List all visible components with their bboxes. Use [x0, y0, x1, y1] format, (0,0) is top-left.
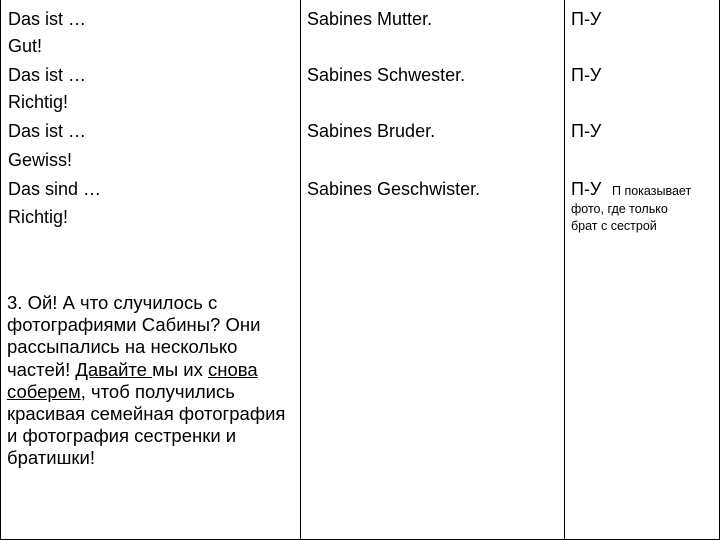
col2-line-2: Sabines Schwester. — [307, 65, 466, 85]
col3-line-1: П-У — [571, 9, 602, 29]
task-paragraph — [7, 292, 297, 470]
task-underlined-1: Давайте — [75, 358, 153, 380]
col3-line-4: П-У — [571, 179, 602, 199]
task-text-1: 3. Ой! А что случилось с фотографиями Сабины? Они рассыпались на несколько частей! — [7, 292, 261, 380]
column-divider-1 — [300, 0, 301, 540]
col1-line-1: Das ist … — [8, 9, 87, 29]
col2-line-4: Sabines Geschwister. — [307, 179, 481, 199]
col2-line-1: Sabines Mutter. — [307, 9, 433, 29]
column-divider-2 — [564, 0, 565, 540]
table-border-left — [0, 0, 1, 540]
col1-line-4: Richtig! — [8, 92, 69, 112]
task-underlined-2: снова — [208, 358, 258, 380]
col2-line-3: Sabines Bruder. — [307, 121, 436, 141]
col3-note-1: П показывает — [612, 184, 692, 198]
col3-line-2: П-У — [571, 65, 602, 85]
col3-note-2: фото, где только — [571, 202, 668, 216]
col1-line-8: Richtig! — [8, 207, 69, 227]
col1-line-3: Das ist … — [8, 65, 87, 85]
col1-line-2: Gut! — [8, 36, 43, 56]
task-text-2: мы их — [152, 358, 209, 380]
task-underlined-3: соберем — [7, 380, 81, 402]
col1-line-5: Das ist … — [8, 121, 87, 141]
col3-note-3: брат с сестрой — [571, 219, 657, 233]
col1-line-6: Gewiss! — [8, 150, 73, 170]
col3-line-3: П-У — [571, 121, 602, 141]
task-text-4: , чтоб получились красивая семейная фотография и фотография сестренки и братишки! — [7, 380, 286, 469]
col1-line-7: Das sind … — [8, 179, 102, 199]
